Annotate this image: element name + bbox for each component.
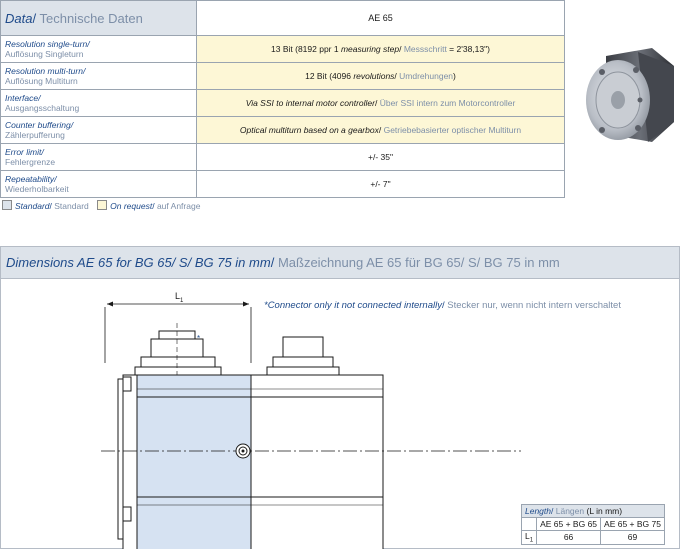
length-table (521, 504, 665, 545)
row-label-l: L (525, 531, 530, 541)
table-row (1, 36, 565, 63)
table-row (1, 144, 565, 171)
row-label-en: Interface (5, 93, 39, 103)
value-part-a: +/- 35" (368, 152, 393, 162)
title-de: Technische Daten (39, 10, 143, 26)
length-unit: (L in mm) (586, 506, 623, 516)
row-label: Resolution multi-turn/ Auflösung Multiturn (1, 63, 197, 90)
value-part-a: +/- 7" (370, 179, 391, 189)
dim-title-de: Maßzeichnung AE 65 für BG 65/ S/ BG 75 in mm (277, 255, 560, 270)
value-part-de: Über SSI intern zum Motorcontroller (379, 98, 516, 108)
legend: Standard/ Standard On request/ auf Anfrage (2, 200, 200, 212)
legend-standard-en: Standard (15, 201, 50, 211)
encoder-product-photo (578, 38, 678, 158)
value-part-d: ) (453, 71, 456, 81)
technical-data-table (0, 0, 565, 198)
legend-standard-de: Standard (54, 201, 89, 211)
table-title: Data/ Technische Daten (1, 1, 197, 36)
dim-title-en: Dimensions AE 65 for BG 65/ S/ BG 75 in mm (6, 255, 271, 270)
row-label: Counter buffering/ Zählerpufferung (1, 117, 197, 144)
request-swatch (97, 200, 107, 210)
length-value-bg65: 66 (537, 531, 601, 545)
connector-asterisk: * (197, 334, 201, 343)
row-label-en: Repeatability (5, 174, 55, 184)
dim-label-sub: 1 (180, 298, 184, 304)
value-part-a: 13 Bit (8192 ppr 1 (271, 44, 341, 54)
table-row (1, 171, 565, 198)
value-part-en: Via SSI to internal motor controller (245, 98, 375, 108)
value-part-de: Umdrehungen (399, 71, 454, 81)
dimension-drawing (1, 279, 521, 549)
length-title: Length/ Längen (L in mm) (522, 505, 665, 518)
value-part-en: Optical multiturn based on a gearbox (239, 125, 379, 135)
model-header: AE 65 (197, 1, 565, 36)
connector-note-en: *Connector only it not connected internally (264, 300, 442, 311)
table-header-row (1, 1, 565, 36)
table-row (1, 117, 565, 144)
row-label: Repeatability/ Wiederholbarkeit (1, 171, 197, 198)
row-label-en: Error limit (5, 147, 42, 157)
legend-request-de: auf Anfrage (156, 201, 201, 211)
row-label-de: Ausgangsschaltung (5, 103, 80, 113)
length-header-row (522, 505, 665, 518)
connector-note-de: Stecker nur, wenn nicht intern verschaltet (447, 300, 621, 311)
length-value-bg75: 69 (601, 531, 665, 545)
row-label: Resolution single-turn/ Auflösung Singleturn (1, 36, 197, 63)
dim-label-l: L (175, 291, 181, 301)
length-columns-row (522, 518, 665, 531)
row-label-de: Fehlergrenze (5, 157, 56, 167)
row-value: Via SSI to internal motor controller/ Über SSI intern zum Motorcontroller (197, 90, 565, 117)
row-value (197, 171, 565, 198)
row-label-de: Zählerpufferung (5, 130, 65, 140)
length-row-label (522, 531, 537, 545)
length-title-de: Längen (555, 506, 585, 516)
standard-swatch (2, 200, 12, 210)
row-value (197, 144, 565, 171)
table-row (1, 90, 565, 117)
value-part-a: 12 Bit (4096 (305, 71, 354, 81)
value-part-en: measuring step (340, 44, 400, 54)
table-body (1, 36, 565, 198)
table-row (1, 63, 565, 90)
row-label-en: Resolution multi-turn (5, 66, 83, 76)
length-title-en: Length (525, 506, 551, 516)
row-label-de: Auflösung Singleturn (5, 49, 84, 59)
row-label: Interface/ Ausgangsschaltung (1, 90, 197, 117)
row-label-en: Resolution single-turn (5, 39, 88, 49)
value-part-de: Getriebebasierter optischer Multiturn (383, 125, 522, 135)
length-values-row (522, 531, 665, 545)
row-label-en: Counter buffering (5, 120, 71, 130)
value-part-en: revolutions (353, 71, 395, 81)
length-corner (522, 518, 537, 531)
connector-note: *Connector only it not connected internally/ Stecker nur, wenn nicht intern verschaltet (264, 300, 621, 311)
length-col-2: AE 65 + BG 75 (601, 518, 665, 531)
value-part-de: Messschritt (403, 44, 447, 54)
row-value: 13 Bit (8192 ppr 1 measuring step/ Messschritt = 2'38,13") (197, 36, 565, 63)
value-part-d: = 2'38,13") (446, 44, 490, 54)
row-label: Error limit/ Fehlergrenze (1, 144, 197, 171)
row-label-sub: 1 (529, 537, 534, 544)
title-en: Data (5, 10, 33, 26)
legend-request-en: On request (110, 201, 153, 211)
dimensions-title: Dimensions AE 65 for BG 65/ S/ BG 75 in mm/ Maßzeichnung AE 65 für BG 65/ S/ BG 75 in mm (1, 247, 679, 279)
row-label-de: Wiederholbarkeit (5, 184, 69, 194)
row-value: 12 Bit (4096 revolutions/ Umdrehungen) (197, 63, 565, 90)
row-value: Optical multiturn based on a gearbox/ Getriebebasierter optischer Multiturn (197, 117, 565, 144)
length-col-1: AE 65 + BG 65 (537, 518, 601, 531)
row-label-de: Auflösung Multiturn (5, 76, 78, 86)
